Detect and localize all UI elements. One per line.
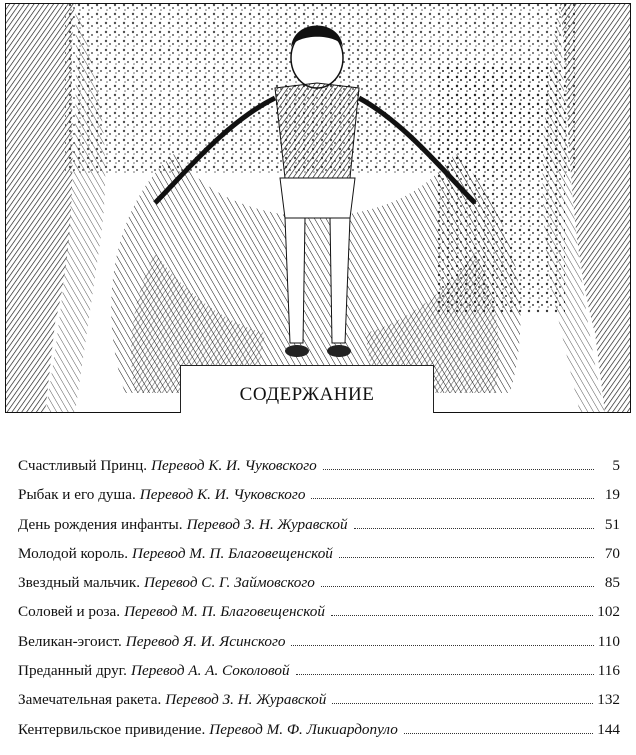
toc-entry-translator: Перевод З. Н. Журавской <box>186 515 348 533</box>
toc-entry-title: Счастливый Принц. <box>18 457 148 474</box>
dot-leader <box>404 733 593 734</box>
toc-entry[interactable] <box>18 692 620 721</box>
toc-entry[interactable] <box>18 663 620 692</box>
toc-entry[interactable] <box>18 722 620 751</box>
toc-entry-page: 85 <box>604 574 620 592</box>
toc-entry-translator: Перевод К. И. Чуковского <box>139 486 306 504</box>
toc-entry-title: Замечательная ракета. <box>18 691 162 709</box>
toc-entry[interactable] <box>18 604 620 633</box>
page-title: СОДЕРЖАНИЕ <box>239 384 375 405</box>
toc-entry-translator: Перевод С. Г. Займовского <box>144 574 315 592</box>
toc-entry-title: Преданный друг. <box>18 662 127 680</box>
dot-leader <box>321 586 594 587</box>
dot-leader <box>323 469 594 470</box>
dot-leader <box>291 645 593 646</box>
toc-entry-title: Кентервильское привидение. <box>18 720 206 738</box>
toc-entry-translator: Перевод Я. И. Ясинского <box>125 632 286 650</box>
toc-entry-translator: Перевод З. Н. Журавской <box>165 691 327 709</box>
dot-leader <box>296 674 594 675</box>
toc-entry-title: Звездный мальчик. <box>18 574 140 592</box>
table-of-contents <box>18 458 620 751</box>
toc-entry[interactable] <box>18 487 620 516</box>
contents-plate <box>180 365 434 413</box>
toc-entry-title: Великан-эгоист. <box>18 632 122 650</box>
toc-entry-translator: Перевод М. Ф. Ликиардопуло <box>209 720 398 738</box>
toc-entry[interactable] <box>18 458 620 487</box>
toc-entry-page: 51 <box>604 515 620 533</box>
dot-leader <box>311 498 594 499</box>
toc-entry-title: Рыбак и его душа. <box>18 486 136 504</box>
dot-leader <box>331 615 593 616</box>
toc-entry-translator: Перевод А. А. Соколовой <box>130 662 290 680</box>
dot-leader <box>339 557 594 558</box>
toc-entry[interactable] <box>18 546 620 575</box>
toc-entry-page: 5 <box>612 457 620 474</box>
toc-entry-page: 70 <box>604 544 620 562</box>
toc-entry-title: День рождения инфанты. <box>18 515 183 533</box>
toc-entry-translator: Перевод М. П. Благовещенской <box>132 544 333 562</box>
toc-entry-translator: Перевод К. И. Чуковского <box>151 457 317 474</box>
toc-entry-page: 102 <box>597 603 620 621</box>
toc-entry-page: 19 <box>604 486 620 504</box>
dot-leader <box>332 703 593 704</box>
toc-entry[interactable] <box>18 517 620 546</box>
toc-entry-title: Соловей и роза. <box>18 603 121 621</box>
dot-leader <box>354 528 594 529</box>
toc-entry-page: 144 <box>597 720 620 738</box>
toc-entry-page: 132 <box>597 691 620 709</box>
toc-entry[interactable] <box>18 575 620 604</box>
toc-entry-title: Молодой король. <box>18 544 128 562</box>
toc-entry-translator: Перевод М. П. Благовещенской <box>124 603 325 621</box>
toc-entry-page: 110 <box>597 632 620 650</box>
toc-entry[interactable] <box>18 634 620 663</box>
toc-entry-page: 116 <box>597 662 620 680</box>
engraving-illustration <box>5 3 631 413</box>
